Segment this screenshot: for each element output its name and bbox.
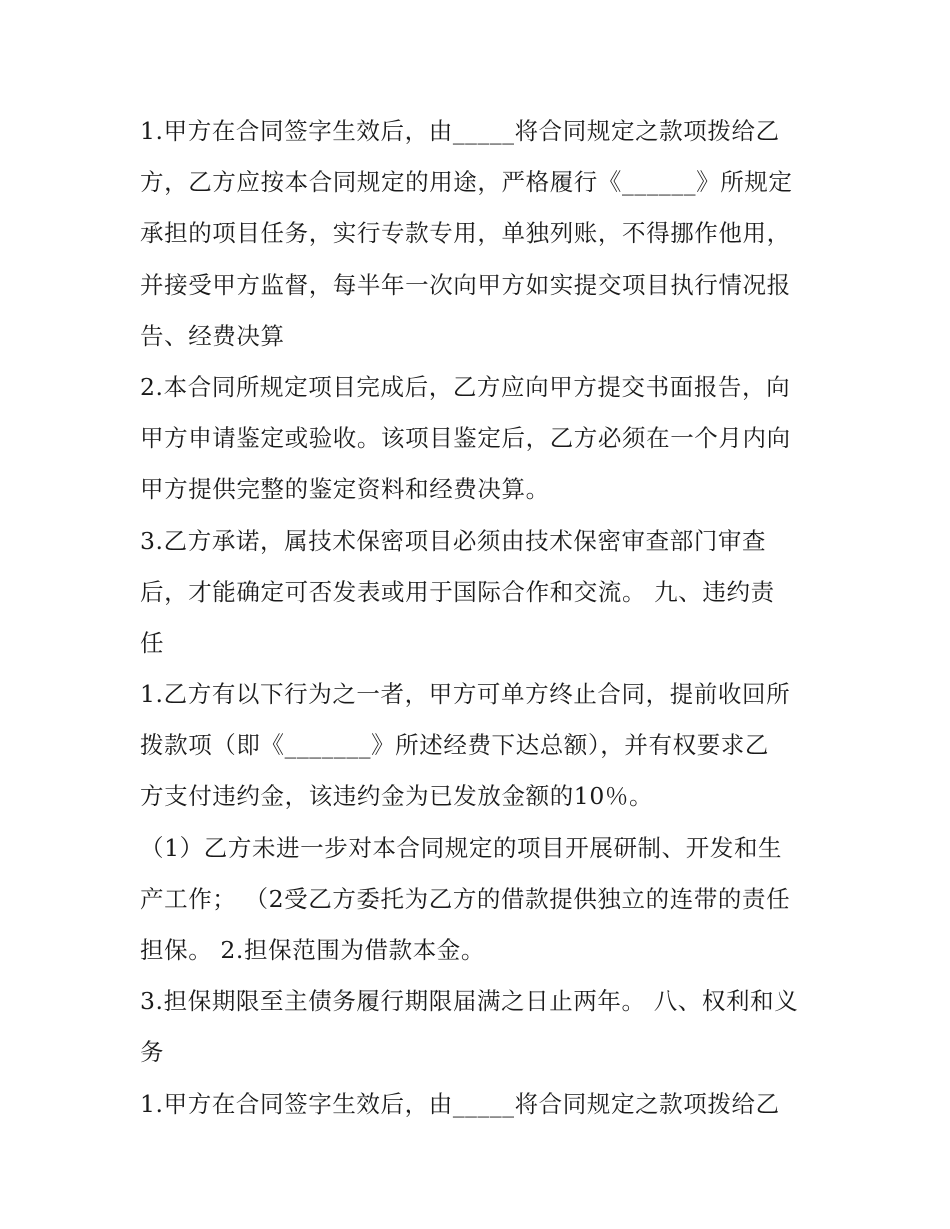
text-line-14: 方支付违约金，该违约金为已发放金额的10％。: [140, 782, 654, 811]
text-line-15: （1）乙方未进一步对本合同规定的项目开展研制、开发和生: [140, 833, 783, 862]
text-line-6: 2.本合同所规定项目完成后，乙方应向甲方提交书面报告，向: [140, 372, 791, 401]
text-line-7: 甲方申请鉴定或验收。该项目鉴定后，乙方必须在一个月内向: [140, 424, 791, 453]
text-line-5: 告、经费决算: [140, 321, 285, 350]
text-line-3: 承担的项目任务，实行专款专用，单独列账，不得挪作他用，: [140, 219, 791, 248]
contract-text: [140, 106, 830, 1130]
text-line-18: 3.担保期限至主债务履行期限届满之日止两年。 八、权利和义: [140, 987, 799, 1016]
text-line-19: 务: [140, 1038, 165, 1067]
text-line-8: 甲方提供完整的鉴定资料和经费决算。: [140, 475, 550, 504]
text-line-12: 1.乙方有以下行为之一者，甲方可单方终止合同，提前收回所: [140, 680, 791, 709]
text-line-11: 任: [140, 628, 165, 657]
text-line-4: 并接受甲方监督，每半年一次向甲方如实提交项目执行情况报: [140, 270, 791, 299]
text-line-16: 产工作； （2受乙方委托为乙方的借款提供独立的连带的责任: [140, 884, 791, 913]
text-line-13: 拨款项（即《_______》所述经费下达总额），并有权要求乙: [140, 731, 769, 760]
text-line-17: 担保。 2.担保范围为借款本金。: [140, 936, 485, 964]
text-line-20: 1.甲方在合同签字生效后，由_____将合同规定之款项拨给乙: [140, 1089, 780, 1118]
text-line-10: 后，才能确定可否发表或用于国际合作和交流。 九、违约责: [140, 577, 775, 606]
text-line-9: 3.乙方承诺，属技术保密项目必须由技术保密审查部门审查: [140, 526, 767, 555]
text-line-2: 方，乙方应按本合同规定的用途，严格履行《______》所规定: [140, 168, 793, 197]
text-line-1: 1.甲方在合同签字生效后，由_____将合同规定之款项拨给乙: [140, 117, 780, 145]
